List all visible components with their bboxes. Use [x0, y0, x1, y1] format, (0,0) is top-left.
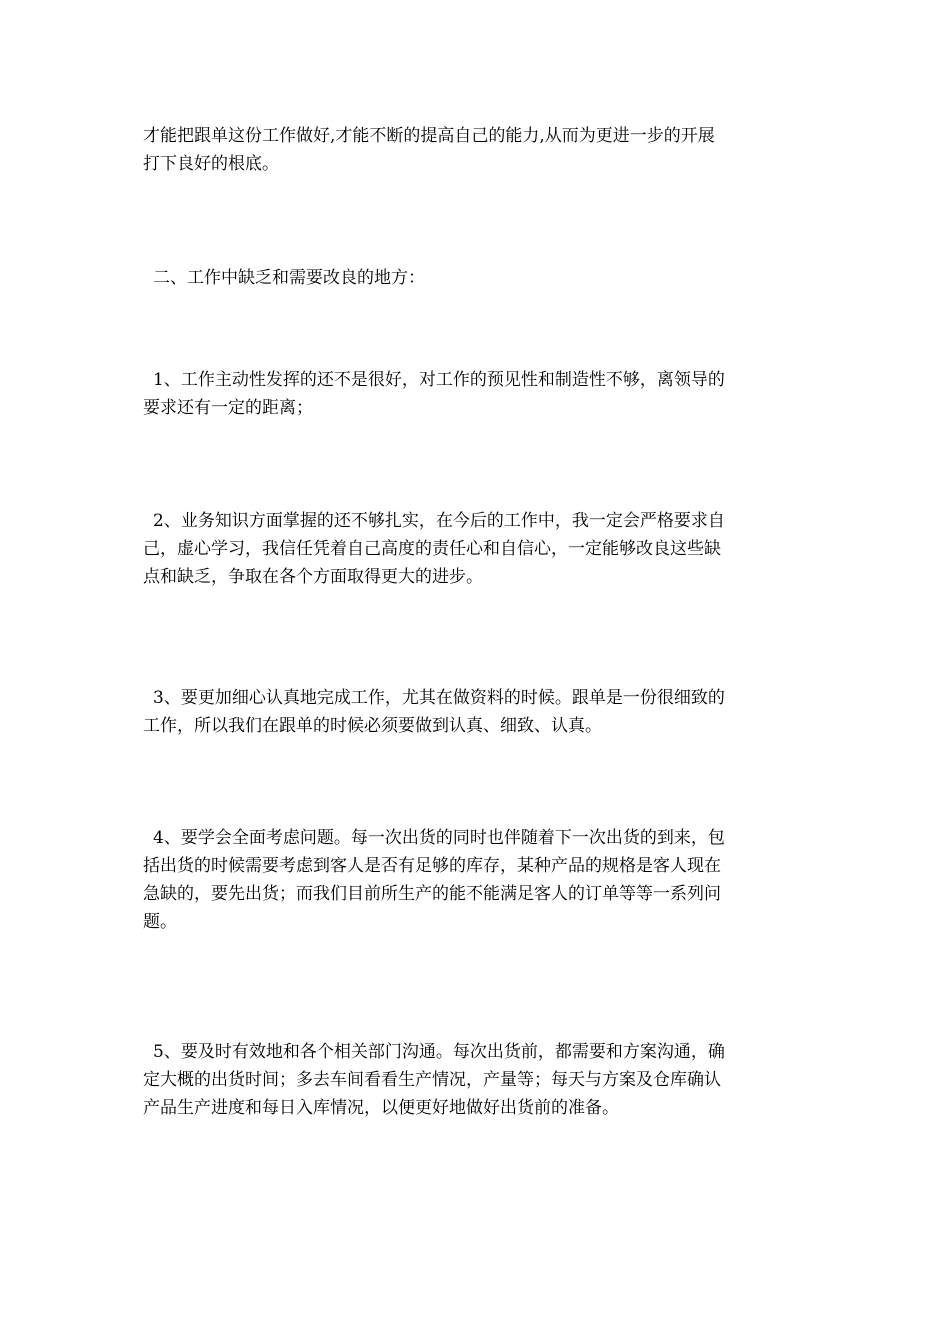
text-line: 点和缺乏，争取在各个方面取得更大的进步。	[143, 567, 483, 587]
text-line: 工作，所以我们在跟单的时候必须要做到认真、细致、认真。	[143, 716, 602, 736]
list-item-2	[143, 507, 803, 591]
section-heading	[143, 264, 803, 292]
list-item-1	[143, 366, 803, 422]
text-line: 急缺的，要先出货；而我们目前所生产的能不能满足客人的订单等等一系列问	[143, 884, 721, 904]
text-line: 要求还有一定的距离；	[143, 398, 313, 418]
text-line: 定大概的出货时间；多去车间看看生产情况，产量等；每天与方案及仓库确认	[143, 1070, 721, 1090]
section-heading-text: 二、工作中缺乏和需要改良的地方：	[153, 268, 425, 288]
text-line: 1、工作主动性发挥的还不是很好，对工作的预见性和制造性不够，离领导的	[153, 370, 725, 390]
text-line: 3、要更加细心认真地完成工作，尤其在做资料的时候。跟单是一份很细致的	[153, 688, 725, 708]
text-line: 括出货的时候需要考虑到客人是否有足够的库存，某种产品的规格是客人现在	[143, 856, 721, 876]
text-line: 己，虚心学习，我信任凭着自己高度的责任心和自信心，一定能够改良这些缺	[143, 539, 721, 559]
paragraph-intro-continuation	[143, 122, 803, 178]
list-item-4	[143, 824, 803, 936]
text-line: 才能把跟单这份工作做好,才能不断的提高自己的能力,从而为更进一步的开展	[143, 126, 715, 146]
list-item-5	[143, 1038, 803, 1122]
text-line: 产品生产进度和每日入库情况，以便更好地做好出货前的准备。	[143, 1098, 619, 1118]
text-line: 2、业务知识方面掌握的还不够扎实，在今后的工作中，我一定会严格要求自	[153, 511, 725, 531]
text-line: 打下良好的根底。	[143, 154, 279, 174]
text-line: 4、要学会全面考虑问题。每一次出货的同时也伴随着下一次出货的到来，包	[153, 828, 725, 848]
text-line: 题。	[143, 912, 177, 932]
text-line: 5、要及时有效地和各个相关部门沟通。每次出货前，都需要和方案沟通，确	[153, 1042, 725, 1062]
list-item-3	[143, 684, 803, 740]
